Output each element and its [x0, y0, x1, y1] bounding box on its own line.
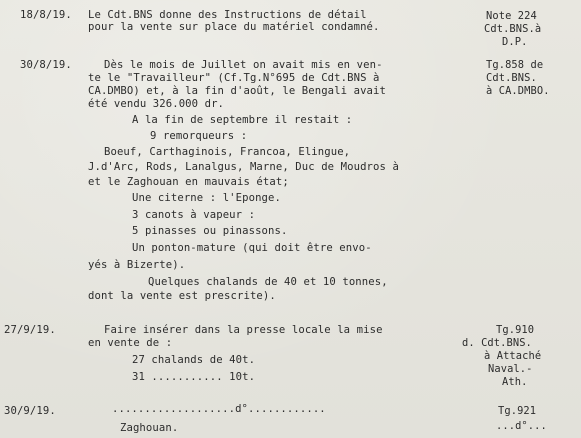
margin-note: Ath.	[502, 376, 528, 388]
margin-note: à CA.DMBO.	[486, 85, 550, 97]
entry-text-line: Un ponton-mature (qui doit être envo-	[132, 242, 372, 254]
entry-text-line: 3 canots à vapeur :	[132, 209, 256, 221]
entry-text-line: en vente de :	[88, 337, 173, 349]
entry-text-line: A la fin de septembre il restait :	[132, 114, 353, 126]
entry-text-line: 9 remorqueurs :	[150, 130, 248, 142]
margin-note: D.P.	[502, 36, 528, 48]
entry-text-line: 5 pinasses ou pinassons.	[132, 225, 288, 237]
entry-text-line: Boeuf, Carthaginois, Francoa, Elingue,	[104, 146, 351, 158]
margin-note: d. Cdt.BNS.	[462, 337, 532, 349]
entry-text-line: Faire insérer dans la presse locale la mise	[104, 324, 383, 336]
margin-note: à Attaché	[484, 350, 542, 362]
entry-text-line: 27 chalands de 40t.	[132, 354, 256, 366]
entry-date: 30/9/19.	[4, 405, 56, 417]
margin-note: Note 224	[486, 10, 537, 22]
entry-date: 18/8/19.	[20, 9, 72, 21]
margin-note: Cdt.BNS.	[486, 72, 537, 84]
margin-note: Naval.-	[488, 363, 533, 375]
margin-note: Tg.910	[496, 324, 535, 336]
margin-note: ...d°...	[496, 420, 547, 432]
margin-note: Cdt.BNS.à	[484, 23, 542, 35]
entry-text-line: te le "Travailleur" (Cf.Tg.N°695 de Cdt.BNS à	[88, 72, 380, 84]
entry-text-line: ...................d°............	[112, 403, 326, 415]
entry-date: 30/8/19.	[20, 59, 72, 71]
entry-text-line: Une citerne : l'Eponge.	[132, 192, 281, 204]
entry-text-line: Quelques chalands de 40 et 10 tonnes,	[148, 276, 388, 288]
entry-date: 27/9/19.	[4, 324, 56, 336]
margin-note: Tg.921	[498, 405, 537, 417]
margin-note: Tg.858 de	[486, 59, 544, 71]
entry-text-line: yés à Bizerte).	[88, 259, 186, 271]
entry-text-line: Dès le mois de Juillet on avait mis en ven-	[104, 59, 383, 71]
entry-text-line: Le Cdt.BNS donne des Instructions de détail	[88, 9, 367, 21]
entry-text-line: J.d'Arc, Rods, Lanalgus, Marne, Duc de Moudros à	[88, 161, 399, 173]
entry-text-line: été vendu 326.000 dr.	[88, 98, 225, 110]
entry-text-line: pour la vente sur place du matériel condamné.	[88, 21, 380, 33]
entry-text-line: et le Zaghouan en mauvais état;	[88, 176, 289, 188]
entry-text-line: Zaghouan.	[120, 422, 179, 434]
entry-text-line: CA.DMBO) et, à la fin d'août, le Bengali avait	[88, 85, 386, 97]
entry-text-line: 31 ........... 10t.	[132, 371, 256, 383]
entry-text-line: dont la vente est prescrite).	[88, 290, 276, 302]
